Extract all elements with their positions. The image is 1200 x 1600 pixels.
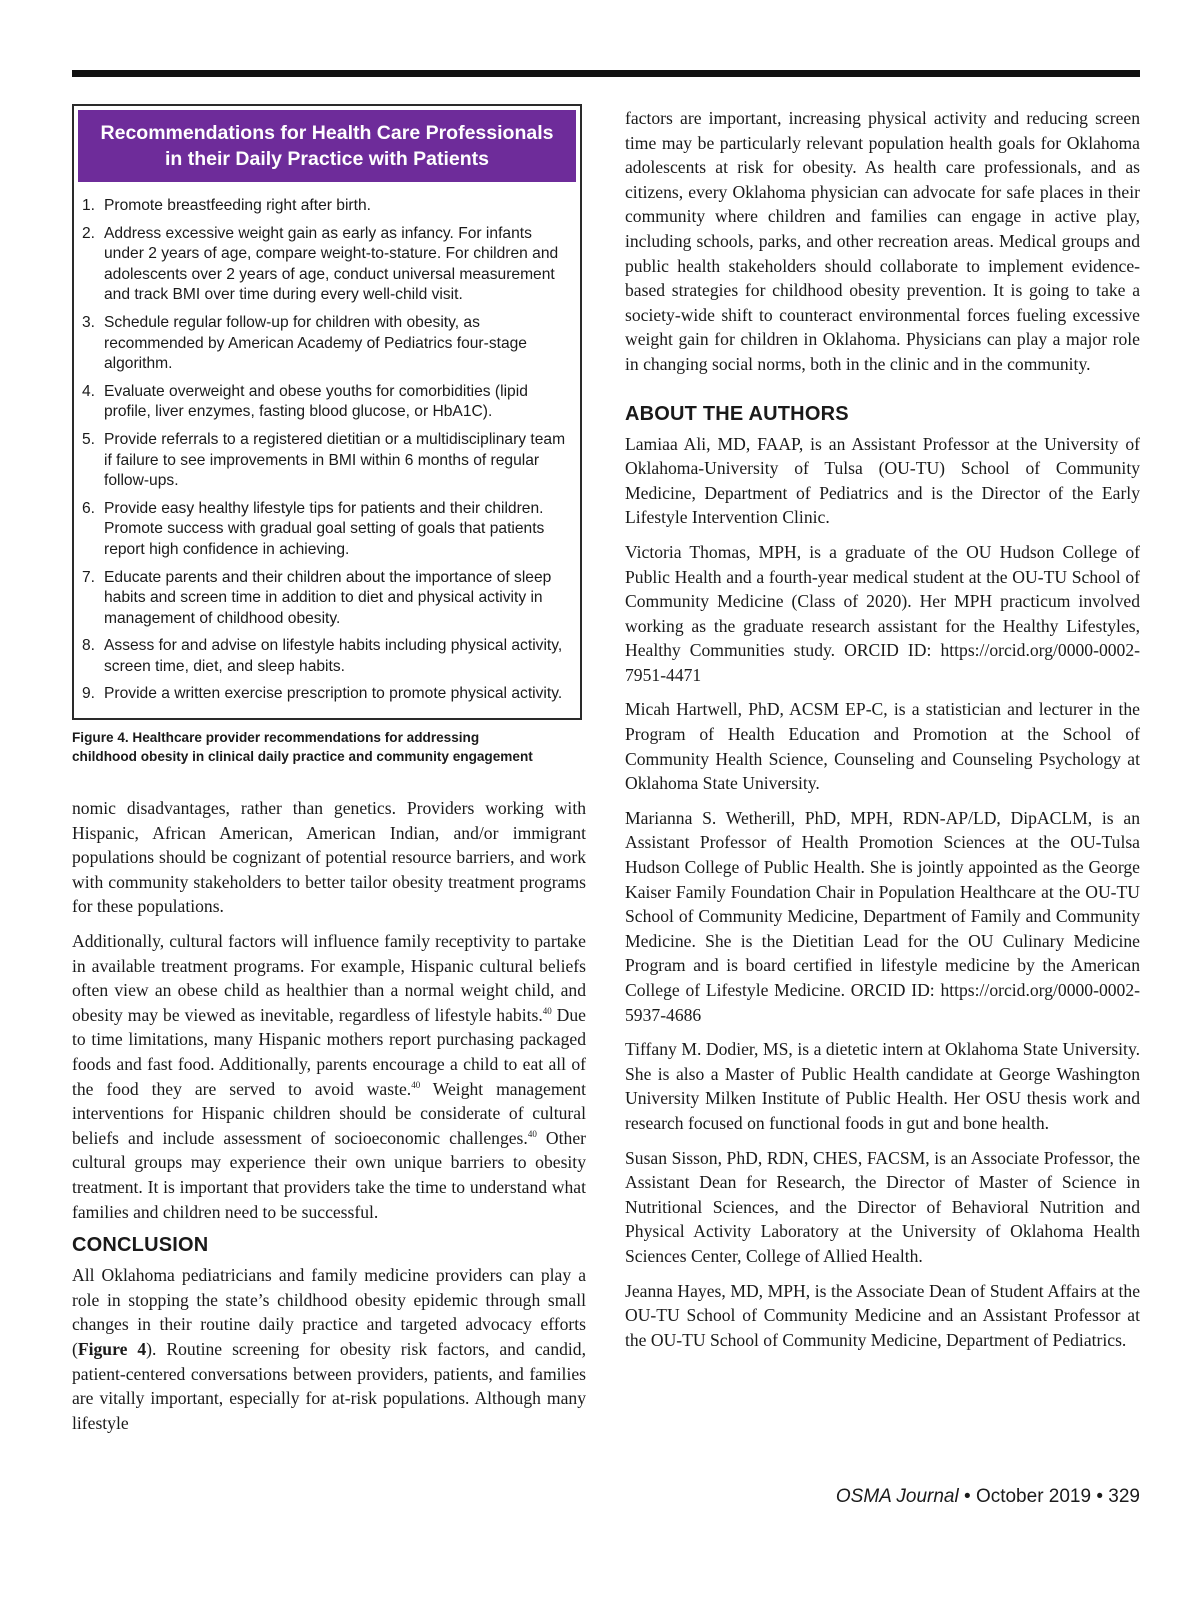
recommendations-box-title xyxy=(78,110,576,182)
list-item: 1. Promote breastfeeding right after birth. xyxy=(82,197,371,214)
left-column xyxy=(72,104,586,1445)
page-number: 329 xyxy=(1108,1486,1140,1507)
list-item: 7. Educate parents and their children about the importance of sleep habits and screen time in addition to diet and physical activity in management of childhood obesity. xyxy=(82,568,552,627)
right-column xyxy=(625,106,1140,1362)
list-item: 4. Evaluate overweight and obese youths for comorbidities (lipid profile, liver enzymes, fasting blood glucose, or HbA1C). xyxy=(82,382,528,421)
paragraph: Additionally, cultural factors will influence family receptivity to partake in available treatment programs. For example, Hispanic cultural beliefs often view an obese child as healthier than a normal weight child, and obesity may be viewed as inevitable, regardless of lifestyle habits.$^{40}$ Due to time limitations, many Hispanic mothers report purchasing packaged foods and fast food. Additionally, parents encourage a child to eat all of the food they are served to avoid waste.$^{40}$ Weight management interventions for Hispanic children should be considerate of cultural beliefs and include assessment of socioeconomic challenges.$^{40}$ Other cultural groups may experience their own unique barriers to obesity treatment. It is important that providers take the time to understand what families and children need to be successful. xyxy=(72,931,586,1222)
paragraph: All Oklahoma pediatricians and family medicine providers can play a role in stopping the state’s childhood obesity epidemic through small changes in their routine daily practice and targeted advocacy efforts (Figure 4). Routine screening for obesity risk factors, and candid, patient-centered conversations between providers, patients, and families are vitally important, especially for at-risk populations. Although many lifestyle xyxy=(72,1265,586,1433)
recommendations-list xyxy=(74,182,580,718)
journal-name: OSMA Journal xyxy=(835,1486,959,1507)
author-bio: Marianna S. Wetherill, PhD, MPH, RDN-AP/LD, DipACLM, is an Assistant Professor of Health Promotion Sciences at the OU-Tulsa Hudson College of Public Health. She is jointly appointed as the George Kaiser Family Foundation Chair in Population Healthcare at the OU-TU School of Community Medicine, Department of Family and Community Medicine. She is the Dietitian Lead for the OU Culinary Medicine Program and is board certified in lifestyle medicine by the American College of Lifestyle Medicine. ORCID ID: https://orcid.org/0000-0002-5937-4686 xyxy=(625,807,1140,1025)
top-rule xyxy=(72,70,1140,77)
list-item: 5. Provide referrals to a registered dietitian or a multidisciplinary team if failure to see improvements in BMI within 6 months of regular follow-ups. xyxy=(82,430,566,490)
box-title-line-2: in their Daily Practice with Patients xyxy=(164,148,490,170)
author-bio: Micah Hartwell, PhD, ACSM EP-C, is a statistician and lecturer in the Program of Health Education and Promotion at the School of Community Health Science, Counseling and Counseling Psychology at Oklahoma State University. xyxy=(625,699,1140,794)
citation: 40 xyxy=(527,1128,537,1139)
author-bio: Jeanna Hayes, MD, MPH, is the Associate Dean of Student Affairs at the OU-TU School of Community Medicine and an Assistant Professor at the OU-TU School of Community Medicine, Department of Pediatrics. xyxy=(625,1280,1140,1350)
about-authors-heading: ABOUT THE AUTHORS xyxy=(625,402,849,425)
list-item: 9. Provide a written exercise prescription to promote physical activity. xyxy=(82,685,563,703)
issue-date: October 2019 xyxy=(975,1486,1092,1507)
citation: 40 xyxy=(411,1079,421,1090)
conclusion-heading: CONCLUSION xyxy=(72,1234,209,1257)
list-item: 2. Address excessive weight gain as early as infancy. For infants under 2 years of age, compare weight-to-stature. For children and adolescents over 2 years of age, conduct universal measurement and track BMI over time during every well-child visit. xyxy=(82,224,559,304)
author-bio: Victoria Thomas, MPH, is a graduate of the OU Hudson College of Public Health and a fourth-year medical student at the OU-TU School of Community Medicine (Class of 2020). Her MPH practicum involved working as the graduate research assistant for the Healthy Lifestyles, Healthy Communities study. ORCID ID: https://orcid.org/0000-0002-7951-4471 xyxy=(625,541,1140,685)
figure-reference: Figure 4 xyxy=(77,1338,147,1359)
list-item: 6. Provide easy healthy lifestyle tips for patients and their children. Promote success with gradual goal setting of goals that patients report high confidence in achieving. xyxy=(82,499,545,558)
author-bio: Susan Sisson, PhD, RDN, CHES, FACSM, is an Associate Professor, the Assistant Dean for Research, the Director of Master of Science in Nutritional Sciences, and the Director of Behavioral Nutrition and Physical Activity Laboratory at the University of Oklahoma Health Sciences Center, College of Allied Health. xyxy=(625,1147,1140,1266)
author-bio: Lamiaa Ali, MD, FAAP, is an Assistant Professor at the University of Oklahoma-University of Tulsa (OU-TU) School of Community Medicine, Department of Pediatrics and is the Director of the Early Lifestyle Intervention Clinic. xyxy=(625,433,1140,528)
list-item: 3. Schedule regular follow-up for children with obesity, as recommended by American Academy of Pediatrics four-stage algorithm. xyxy=(82,313,527,373)
paragraph: factors are important, increasing physical activity and reducing screen time may be particularly relevant population health goals for Oklahoma adolescents at risk for obesity. As health care professionals, and as citizens, every Oklahoma physician can advocate for safe places in their community where children and families can engage in active play, including schools, parks, and other recreation areas. Medical groups and public health stakeholders should collaborate to implement evidence-based strategies for childhood obesity prevention. It is going to take a society-wide shift to counteract environmental forces fueling excessive weight gain for children in Oklahoma. Physicians can play a major role in changing social norms, both in the clinic and in the community. xyxy=(625,108,1140,374)
citation: 40 xyxy=(542,1005,552,1016)
recommendations-box xyxy=(72,104,582,720)
box-title-line-1: Recommendations for Health Care Professionals xyxy=(100,122,554,144)
page-footer: OSMA Journal • October 2019 • 329 xyxy=(835,1486,1140,1507)
figure-caption: Figure 4. Healthcare provider recommendations for addressing childhood obesity in clinical daily practice and community engagement xyxy=(72,730,533,765)
paragraph: nomic disadvantages, rather than genetics. Providers working with Hispanic, African American, American Indian, and/or immigrant populations should be cognizant of potential resource barriers, and work with community stakeholders to better tailor obesity treatment programs for these populations. xyxy=(72,798,586,917)
list-item: 8. Assess for and advise on lifestyle habits including physical activity, screen time, diet, and sleep habits. xyxy=(82,637,563,675)
author-bio: Tiffany M. Dodier, MS, is a dietetic intern at Oklahoma State University. She is also a Master of Public Health candidate at George Washington University Milken Institute of Public Health. Her OSU thesis work and research focused on functional foods in gut and bone health. xyxy=(625,1039,1140,1133)
